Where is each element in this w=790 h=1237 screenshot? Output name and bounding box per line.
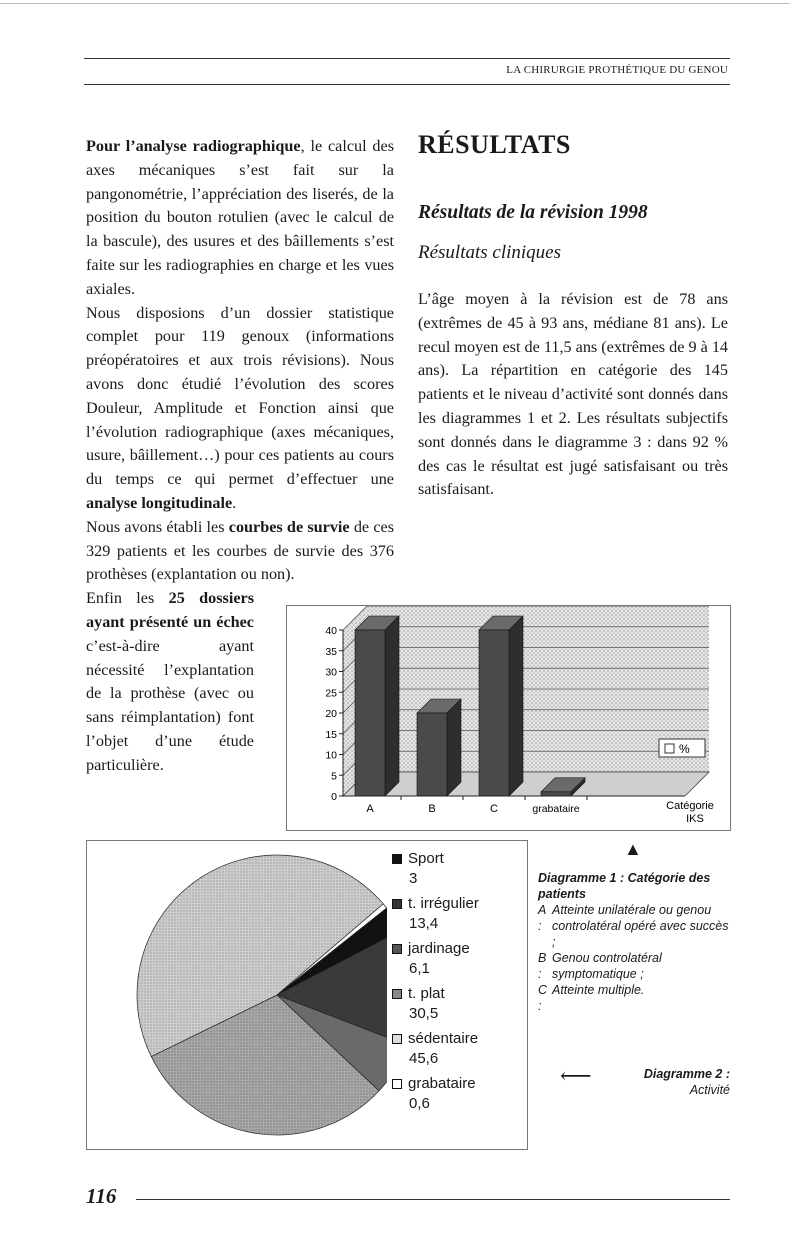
arrow-left-icon: ⟵ (560, 1063, 592, 1088)
caption-item (538, 982, 730, 1014)
right-column (418, 130, 728, 502)
y-tick-label: 0 (331, 791, 337, 803)
legend-label: Sport (408, 850, 444, 867)
x-tick-label: grabataire (532, 803, 580, 815)
bar-chart-svg (287, 606, 730, 830)
y-axis (325, 625, 343, 803)
pie-chart-svg (87, 841, 387, 1141)
legend-item (392, 894, 479, 934)
bar-side (385, 616, 399, 796)
caption-1-title: Diagramme 1 : Catégorie des patients (538, 871, 711, 901)
footer-rule (136, 1199, 730, 1200)
y-tick-label: 35 (325, 645, 337, 658)
bar (417, 713, 447, 796)
top-page-edge (0, 3, 790, 4)
caption-item-text: Genou controlatéral symptomatique ; (552, 951, 662, 981)
paragraph-statistics: Nous disposions d’un dossier statistique complet pour 119 genoux (informations préopératoires et aux trois révisions). Nous avons donc étudié l’évolution des scores Douleur, Amplitude et Fonction ainsi que l’évolution radiographique (axes mécaniques, usure, bâillement…) pour ces patients au cours du temps ce qui permet d’effectuer une analyse longitudinale. (86, 303, 394, 512)
caption-item-text: Atteinte unilatérale ou genou controlatéral opéré avec succès ; (552, 903, 729, 949)
caption-diagram-1 (538, 870, 730, 1014)
x-tick-label: B (428, 803, 436, 815)
x-tick-label: C (490, 803, 498, 815)
pie-slices (137, 855, 387, 1135)
bar (541, 792, 571, 796)
header-rule-bottom (84, 84, 730, 85)
legend-value: 30,5 (409, 1005, 439, 1022)
caption-item-letter: B : (538, 951, 547, 981)
arrow-up-icon: ▲ (624, 839, 642, 859)
legend-swatch (392, 944, 402, 954)
y-tick-label: 5 (331, 770, 337, 783)
bar (355, 630, 385, 796)
running-head: LA CHIRURGIE PROTHÉTIQUE DU GENOU (506, 64, 728, 76)
caption-2-title: Diagramme 2 : (643, 1067, 730, 1081)
legend-label: grabataire (408, 1075, 476, 1092)
legend-swatch (392, 1079, 402, 1089)
legend-value: 0,6 (409, 1095, 430, 1112)
y-tick-label: 40 (325, 625, 337, 637)
legend-value: 45,6 (409, 1050, 439, 1067)
legend-label: sédentaire (408, 1030, 479, 1047)
y-tick-label: 20 (325, 708, 337, 720)
caption-2-subtitle: Activité (689, 1083, 730, 1097)
y-tick-label: 25 (325, 687, 337, 700)
legend-label: % (679, 742, 690, 756)
bar-side (509, 616, 523, 796)
legend-swatch (665, 744, 674, 753)
chart-legend (659, 739, 705, 757)
caption-item-letter: C : (538, 983, 548, 1013)
paragraph-failures: Enfin les 25 dossiers ayant présenté un échec c’est-à-dire ayant nécessité l’explantation de la prothèse (avec ou sans réimplantation) font l’objet d’une étude particulière. (86, 589, 254, 774)
pie-legend (392, 849, 479, 1119)
y-tick-label: 30 (325, 666, 337, 679)
x-tick-label: A (366, 803, 374, 815)
legend-item (392, 1029, 479, 1069)
legend-label: t. plat (408, 985, 445, 1002)
legend-item (392, 1074, 479, 1114)
x-axis-label: Catégorie (666, 800, 714, 812)
bar-side (447, 699, 461, 796)
legend-swatch (392, 989, 402, 999)
y-tick-label: 10 (325, 749, 337, 762)
legend-item (392, 939, 479, 979)
legend-item (392, 849, 479, 889)
section-heading: RÉSULTATS (418, 130, 571, 159)
caption-diagram-2 (600, 1066, 730, 1098)
legend-item (392, 984, 479, 1024)
caption-item-letter: A : (538, 903, 546, 933)
results-paragraph: L’âge moyen à la révision est de 78 ans (extrêmes de 45 à 93 ans, médiane 81 ans). Le recul moyen est de 11,5 ans (extrêmes de 9 à 14 ans). La répartition en catégorie des 145 patients et le niveau d’activité sont donnés dans les diagrammes 1 et 2. Les résultats subjectifs sont donnés dans le diagramme 3 : dans 92 % des cas le résultat est jugé satisfaisant ou très satisfaisant. (418, 290, 729, 499)
legend-swatch (392, 1034, 402, 1044)
y-tick-label: 15 (325, 728, 337, 741)
legend-value: 6,1 (409, 960, 430, 977)
legend-value: 13,4 (409, 915, 439, 932)
caption-1-items (538, 902, 730, 1014)
bar (479, 630, 509, 796)
pie-chart-diagram-2 (86, 840, 528, 1150)
caption-item (538, 902, 730, 950)
x-axis-label-2: IKS (686, 813, 704, 825)
bar-chart-diagram-1 (286, 605, 731, 831)
legend-value: 3 (409, 870, 418, 887)
x-axis (343, 796, 714, 825)
subsection-heading: Résultats de la révision 1998 (418, 202, 648, 223)
page-number: 116 (86, 1184, 117, 1208)
legend-swatch (392, 854, 402, 864)
legend-label: t. irrégulier (408, 895, 479, 912)
legend-swatch (392, 899, 402, 909)
paragraph-survival: Nous avons établi les courbes de survie de ces 329 patients et les courbes de survie des 376 prothèses (explantation ou non). (86, 517, 394, 584)
legend-label: jardinage (408, 940, 470, 957)
header-rule (84, 58, 730, 59)
subsubsection-heading: Résultats cliniques (418, 242, 562, 263)
caption-item (538, 950, 730, 982)
paragraph-radiographic: Pour l’analyse radiographique, le calcul des axes mécaniques s’est fait sur la pangonométrie, l’appréciation des liserés, de la position du bouton rotulien (avec le calcul de la bascule), des usures et des bâillements s’est faite sur les radiographies en charge et les vues axiales. (86, 137, 395, 298)
caption-item-text: Atteinte multiple. (552, 983, 645, 997)
